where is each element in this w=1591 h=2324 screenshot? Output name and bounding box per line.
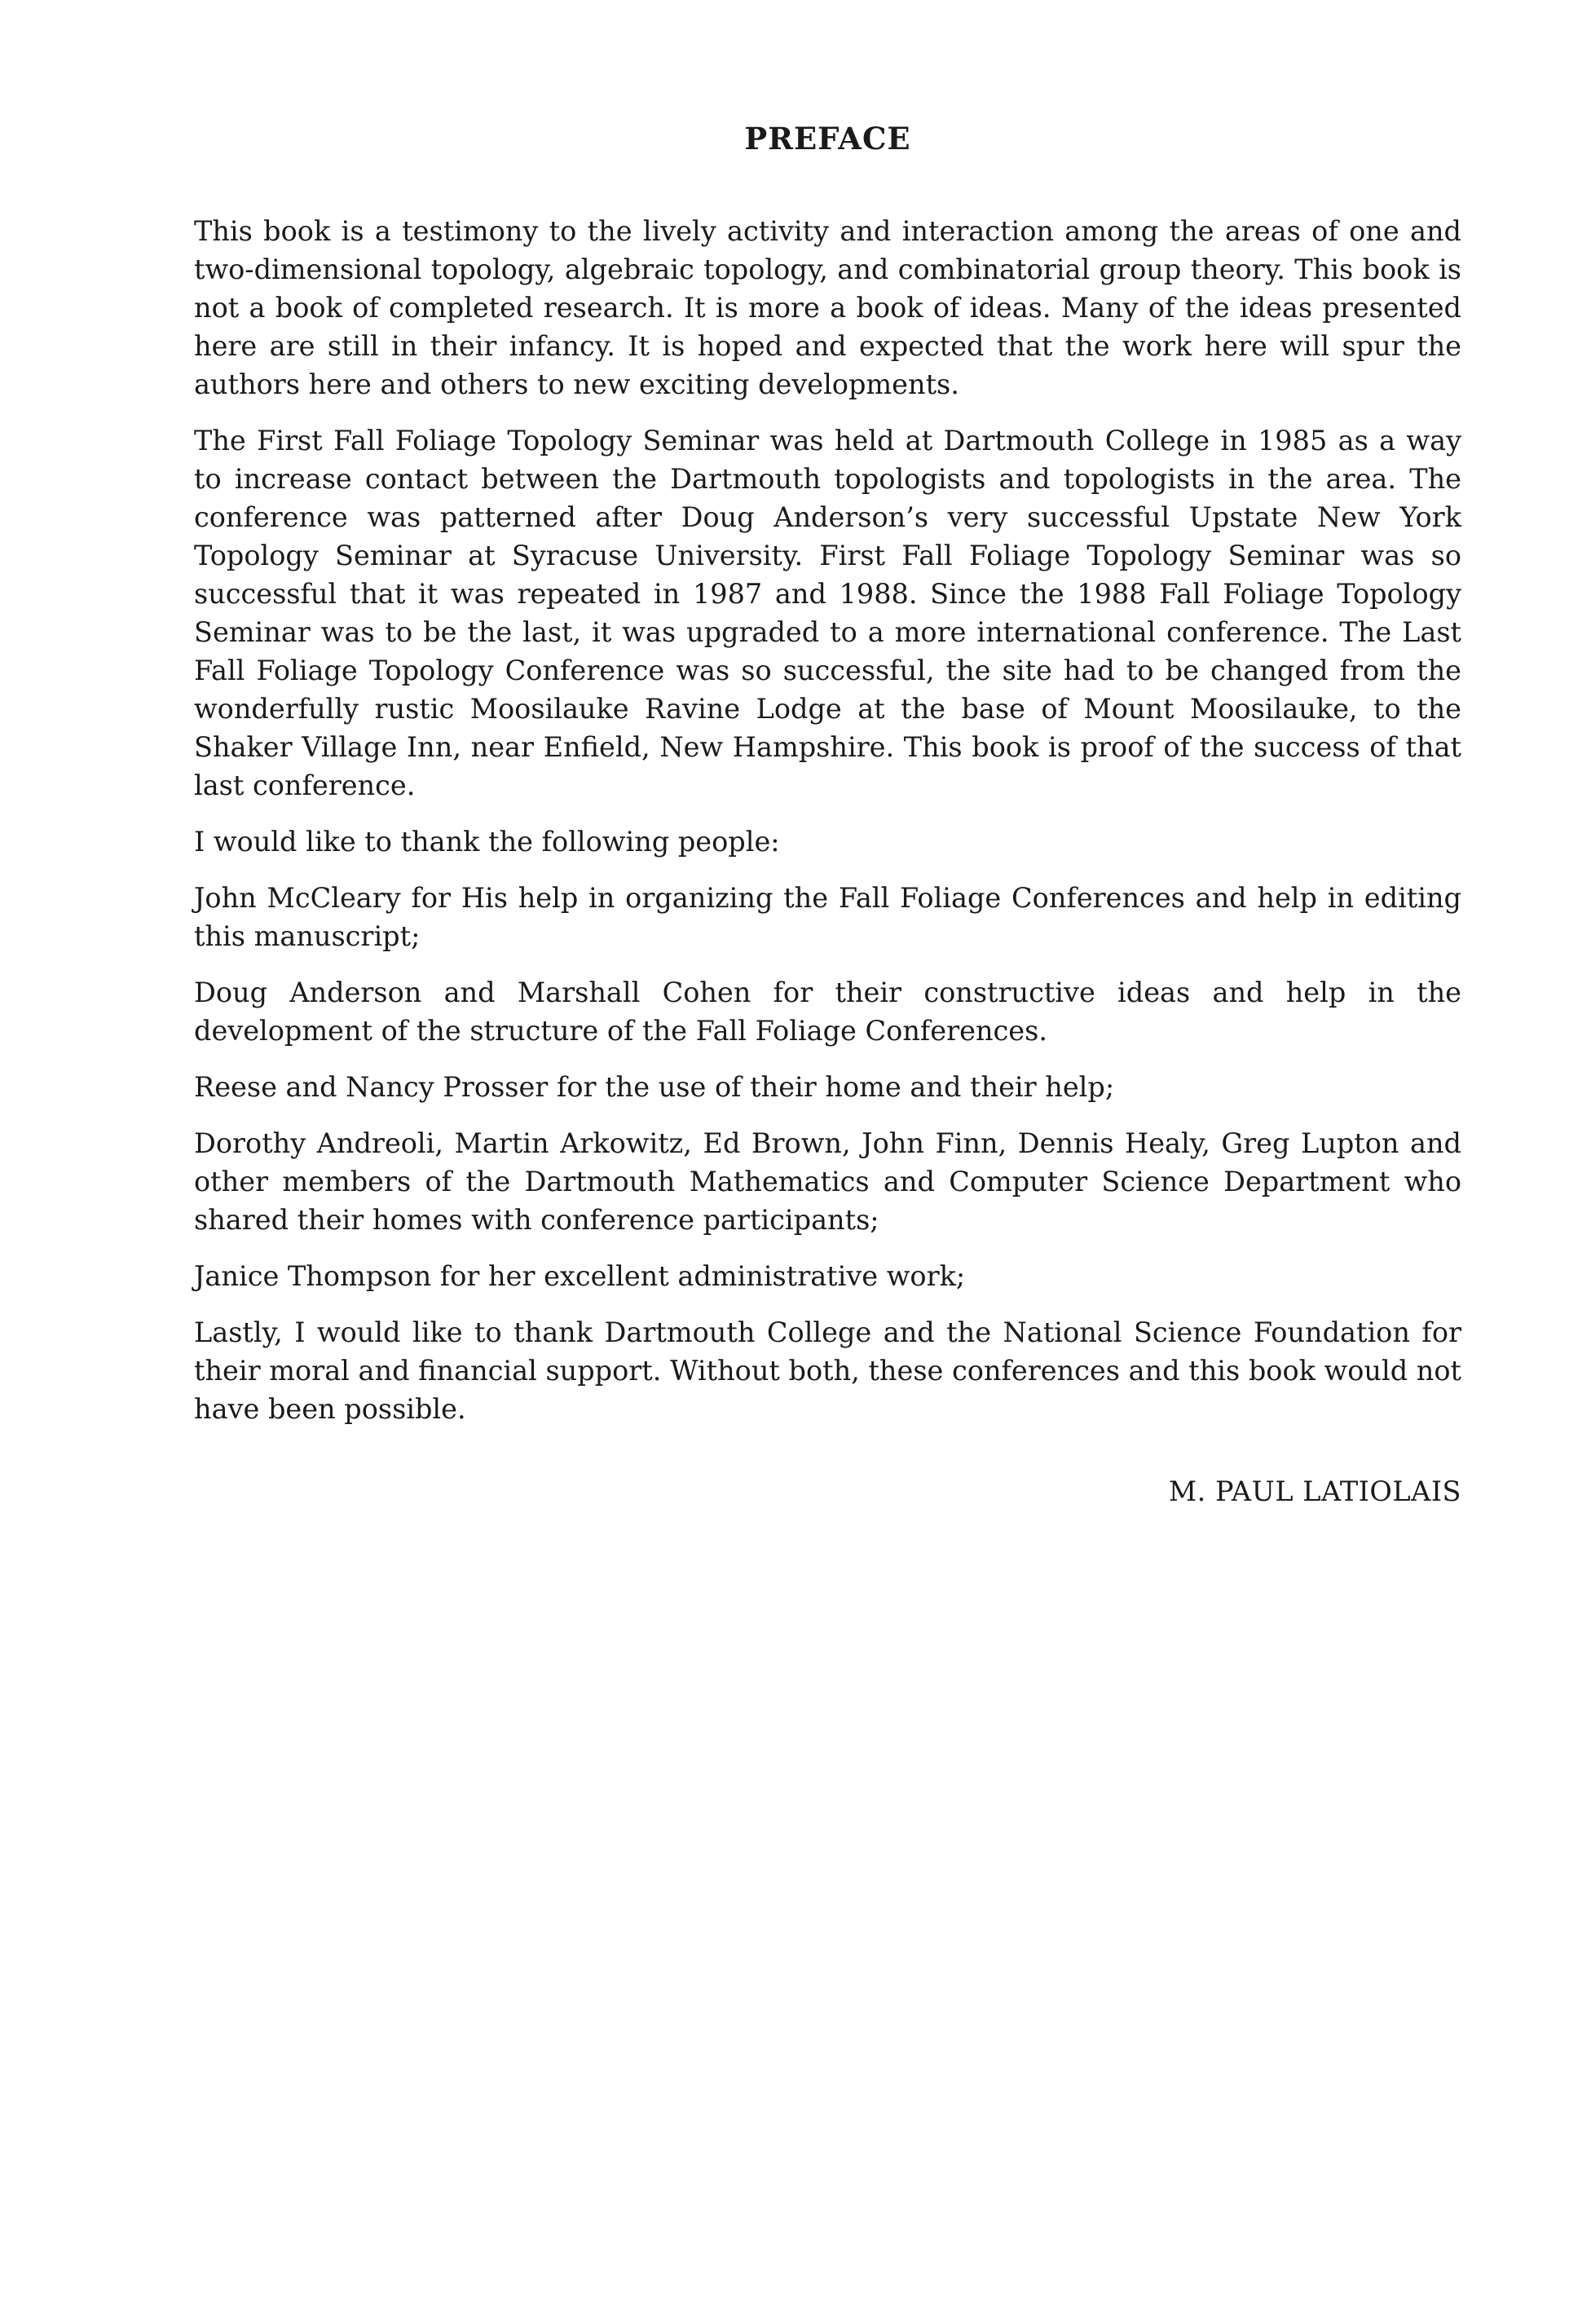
paragraph-thanks-department: Dorothy Andreoli, Martin Arkowitz, Ed Brown, John Finn, Dennis Healy, Greg Lupton and other members of the Dartmouth Mathematics and Computer Science Department who shared their homes with conference participants; [194, 1127, 1461, 1237]
paragraph-thanks-mccleary: John McCleary for His help in organizing the Fall Foliage Conferences and help in editing this manuscript; [194, 882, 1461, 953]
paragraph-history: The First Fall Foliage Topology Seminar was held at Dartmouth College in 1985 as a way to increase contact between the Dartmouth topologists and topologists in the area. The conference was patterned after Doug Anderson’s very successful Upstate New York Topology Seminar at Syracuse University. First Fall Foliage Topology Seminar was so successful that it was repeated in 1987 and 1988. Since the 1988 Fall Foliage Topology Seminar was to be the last, it was upgraded to a more international conference. The Last Fall Foliage Topology Conference was so successful, the site had to be changed from the wonderfully rustic Moosilauke Ravine Lodge at the base of Mount Moosilauke, to the Shaker Village Inn, near Enfield, New Hampshire. This book is proof of the success of that last conference. [194, 425, 1461, 802]
paragraph-intro: This book is a testimony to the lively activity and interaction among the areas of one and two-dimensional topology, algebraic topology, and combinatorial group theory. This book is not a book of completed research. It is more a book of ideas. Many of the ideas presented here are still in their infancy. It is hoped and expected that the work here will spur the authors here and others to new exciting developments. [194, 215, 1461, 401]
author-signature: M. PAUL LATIOLAIS [1168, 1475, 1461, 1508]
preface-content [194, 121, 1461, 1510]
paragraph-thanks-thompson: Janice Thompson for her excellent administrative work; [194, 1260, 966, 1293]
paragraph-thanks-intro: I would like to thank the following people: [194, 826, 780, 858]
page-title: PREFACE [744, 121, 911, 157]
paragraph-thanks-prosser: Reese and Nancy Prosser for the use of their home and their help; [194, 1071, 1115, 1104]
paragraph-thanks-anderson-cohen: Doug Anderson and Marshall Cohen for their constructive ideas and help in the development of the structure of the Fall Foliage Conferences. [194, 977, 1461, 1047]
paragraph-thanks-support: Lastly, I would like to thank Dartmouth College and the National Science Foundation for their moral and financial support. Without both, these conferences and this book would not have been possible. [194, 1316, 1461, 1426]
